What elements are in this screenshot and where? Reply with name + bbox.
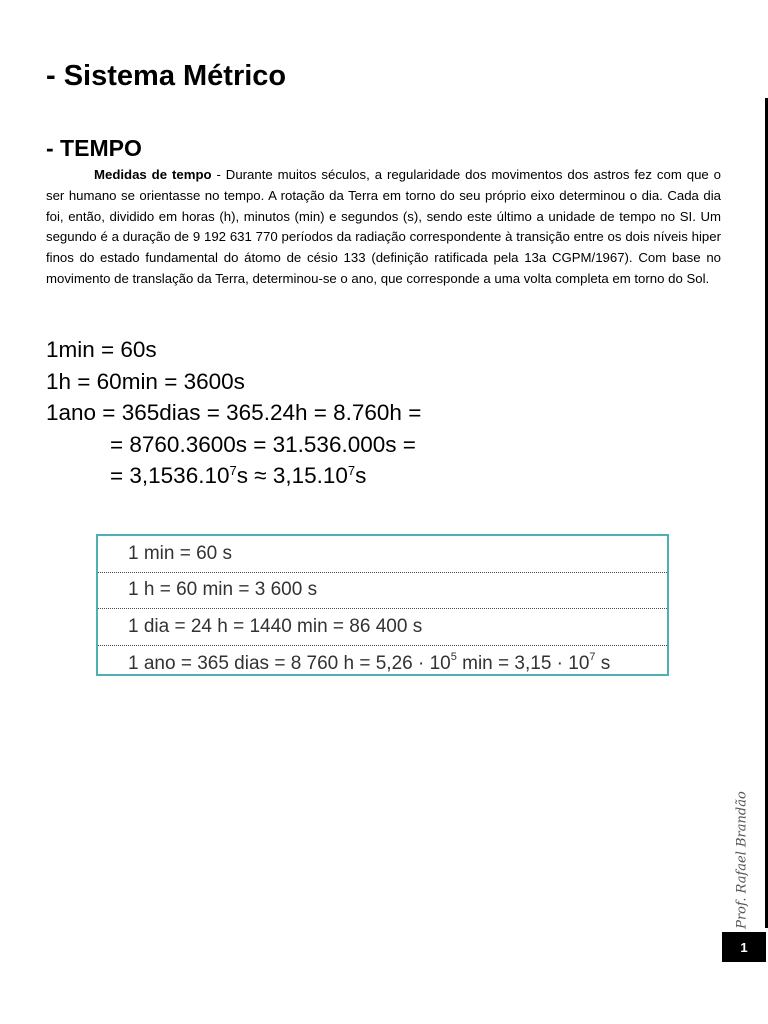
author-signature [722, 790, 762, 930]
table-cell [128, 650, 611, 675]
conversion-table [96, 534, 669, 676]
table-cell: 1 min = 60 s [128, 542, 233, 564]
equation-text: s [355, 463, 367, 489]
equation-line: = 8760.3600s = 31.536.000s = [110, 431, 416, 457]
equation-text: = 3,1536.10 [110, 463, 230, 489]
table-cell: 1 dia = 24 h = 1440 min = 86 400 s [128, 615, 423, 637]
table-row [98, 573, 667, 610]
page-title: - Sistema Métrico [46, 60, 287, 92]
table-text: s [595, 652, 611, 674]
section-heading: - TEMPO [46, 135, 142, 161]
table-row [98, 536, 667, 573]
table-text: min = 3,15 · 10 [456, 652, 590, 674]
paragraph-lead: Medidas de tempo [94, 167, 212, 182]
equation-text: s ≈ 3,15.10 [236, 463, 348, 489]
table-row [98, 646, 667, 683]
exponent: 5 [450, 650, 457, 663]
equation-line: 1h = 60min = 3600s [46, 368, 245, 394]
exponent: 7 [229, 463, 237, 479]
signature-text: Prof. Rafael Brandão [734, 791, 750, 929]
equations-block [46, 334, 421, 492]
table-text: 1 ano = 365 dias = 8 760 h = 5,26 · 10 [128, 652, 451, 674]
table-row [98, 609, 667, 646]
body-paragraph [46, 165, 721, 290]
table-cell: 1 h = 60 min = 3 600 s [128, 579, 318, 601]
equation-line: 1ano = 365dias = 365.24h = 8.760h = [46, 400, 422, 426]
paragraph-text: - Durante muitos séculos, a regularidade dos movimentos dos astros fez com que o ser humano se orientasse no tempo. A rotação da Terra em torno do seu próprio eixo determinou o dia. Cada dia foi, então, dividido em horas (h), minutos (min) e segundos (s), sendo este último a unidade de tempo no SI. Um segundo é a duração de 9 192 631 770 períodos da radiação correspondente à transição entre os dois níveis hiper finos do estado fundamental do átomo de césio 133 (definição ratificada pela 13a CGPM/1967). Com base no movimento de translação da Terra, determinou-se o ano, que corresponde a uma volta completa em torno do Sol. [46, 167, 721, 286]
equation-line [46, 460, 421, 492]
exponent: 7 [347, 463, 356, 479]
page-number: 1 [722, 932, 766, 962]
exponent: 7 [589, 650, 596, 663]
equation-line: 1min = 60s [46, 337, 157, 362]
